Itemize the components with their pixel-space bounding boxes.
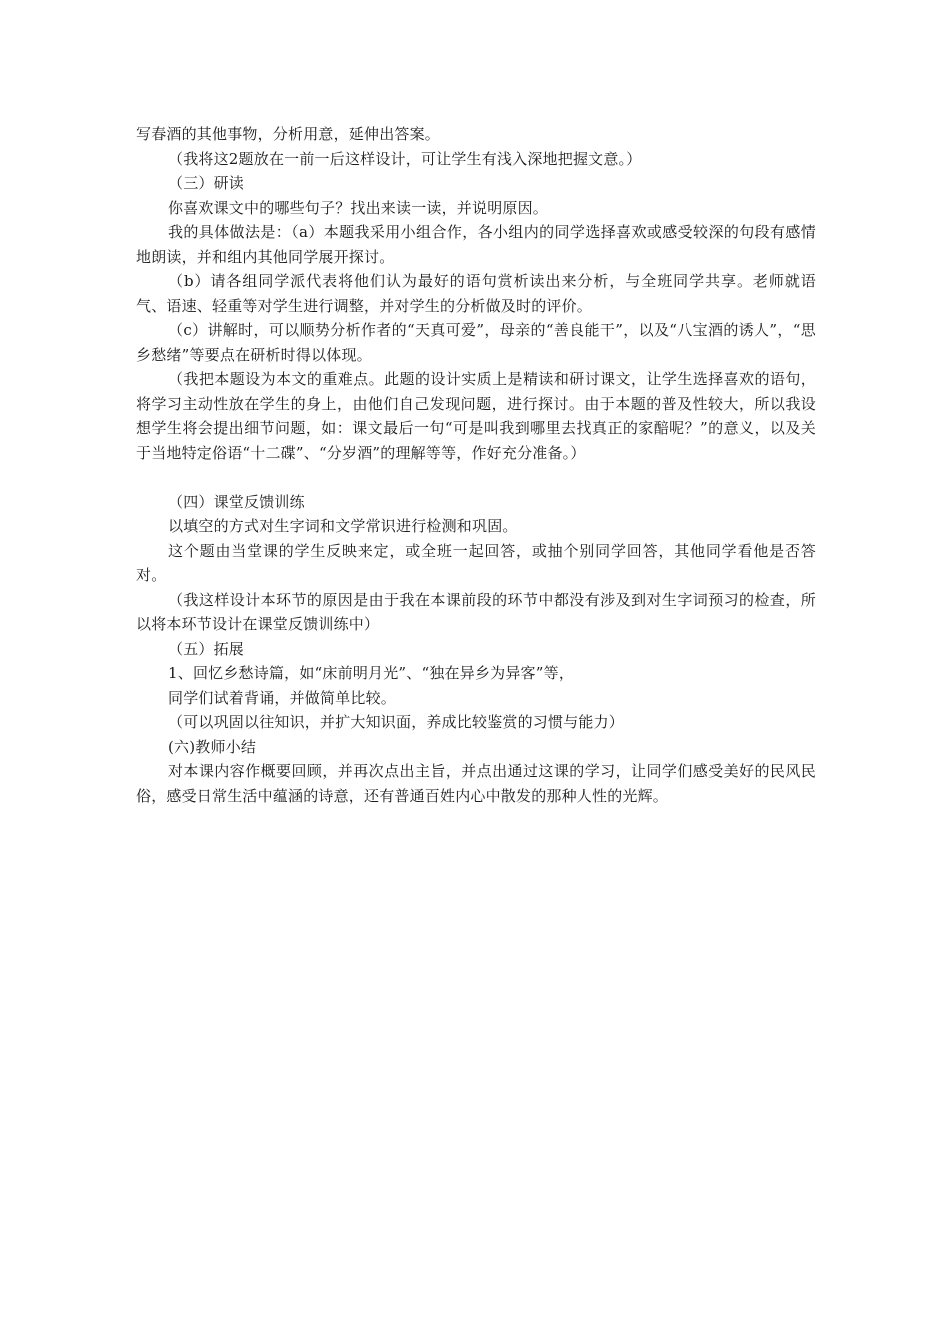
paragraph-16: （可以巩固以往知识，并扩大知识面，养成比较鉴赏的习惯与能力） bbox=[168, 713, 625, 731]
paragraph-15: 同学们试着背诵，并做简单比较。 bbox=[168, 688, 397, 707]
section-heading-4: （四）课堂反馈训练 bbox=[168, 492, 305, 511]
document-page bbox=[136, 122, 816, 808]
section-heading-6: (六)教师小结 bbox=[168, 737, 257, 756]
paragraph-14: 1、回忆乡愁诗篇，如“床前明月光”、“独在异乡为异客”等， bbox=[168, 664, 575, 682]
paragraph-7: （c）讲解时，可以顺势分析作者的“天真可爱”，母亲的“善良能干”，以及“八宝酒的诱人”，“思乡愁绪”等要点在研析时得以体现。 bbox=[136, 321, 816, 364]
section-heading-5: （五）拓展 bbox=[168, 639, 245, 658]
section-heading-3: （三）研读 bbox=[168, 174, 245, 192]
paragraph-12: （我这样设计本环节的原因是由于我在本课前段的环节中都没有涉及到对生字词预习的检查，所以将本环节设计在课堂反馈训练中） bbox=[136, 590, 816, 633]
paragraph-8: （我把本题设为本文的重难点。此题的设计实质上是精读和研讨课文，让学生选择喜欢的语句，将学习主动性放在学生的身上，由他们自己发现问题，进行探讨。由于本题的普及性较大，所以我设想学生将会提出细节问题，如：课文最后一句“可是叫我到哪里去找真正的家醅呢？”的意义，以及关于当地特定俗语“十二碟”、“分岁酒”的理解等等，作好充分准备。） bbox=[136, 370, 816, 462]
blank-line bbox=[136, 465, 816, 490]
paragraph-10: 以填空的方式对生字词和文学常识进行检测和巩固。 bbox=[168, 517, 518, 535]
paragraph-11: 这个题由当堂课的学生反映来定，或全班一起回答，或抽个别同学回答，其他同学看他是否答对。 bbox=[136, 541, 816, 584]
paragraph-18: 对本课内容作概要回顾，并再次点出主旨，并点出通过这课的学习，让同学们感受美好的民风民俗，感受日常生活中蕴涵的诗意，还有普通百姓内心中散发的那种人性的光辉。 bbox=[136, 762, 816, 805]
paragraph-2: （我将这2题放在一前一后这样设计，可让学生有浅入深地把握文意。） bbox=[168, 149, 642, 168]
paragraph-4: 你喜欢课文中的哪些句子？找出来读一读，并说明原因。 bbox=[168, 198, 549, 217]
paragraph-1: 写春酒的其他事物，分析用意，延伸出答案。 bbox=[136, 125, 441, 143]
paragraph-6: （b）请各组同学派代表将他们认为最好的语句赏析读出来分析，与全班同学共享。老师就语气、语速、轻重等对学生进行调整，并对学生的分析做及时的评价。 bbox=[136, 272, 816, 315]
paragraph-5: 我的具体做法是：（a）本题我采用小组合作，各小组内的同学选择喜欢或感受较深的句段有感情地朗读，并和组内其他同学展开探讨。 bbox=[136, 223, 816, 266]
